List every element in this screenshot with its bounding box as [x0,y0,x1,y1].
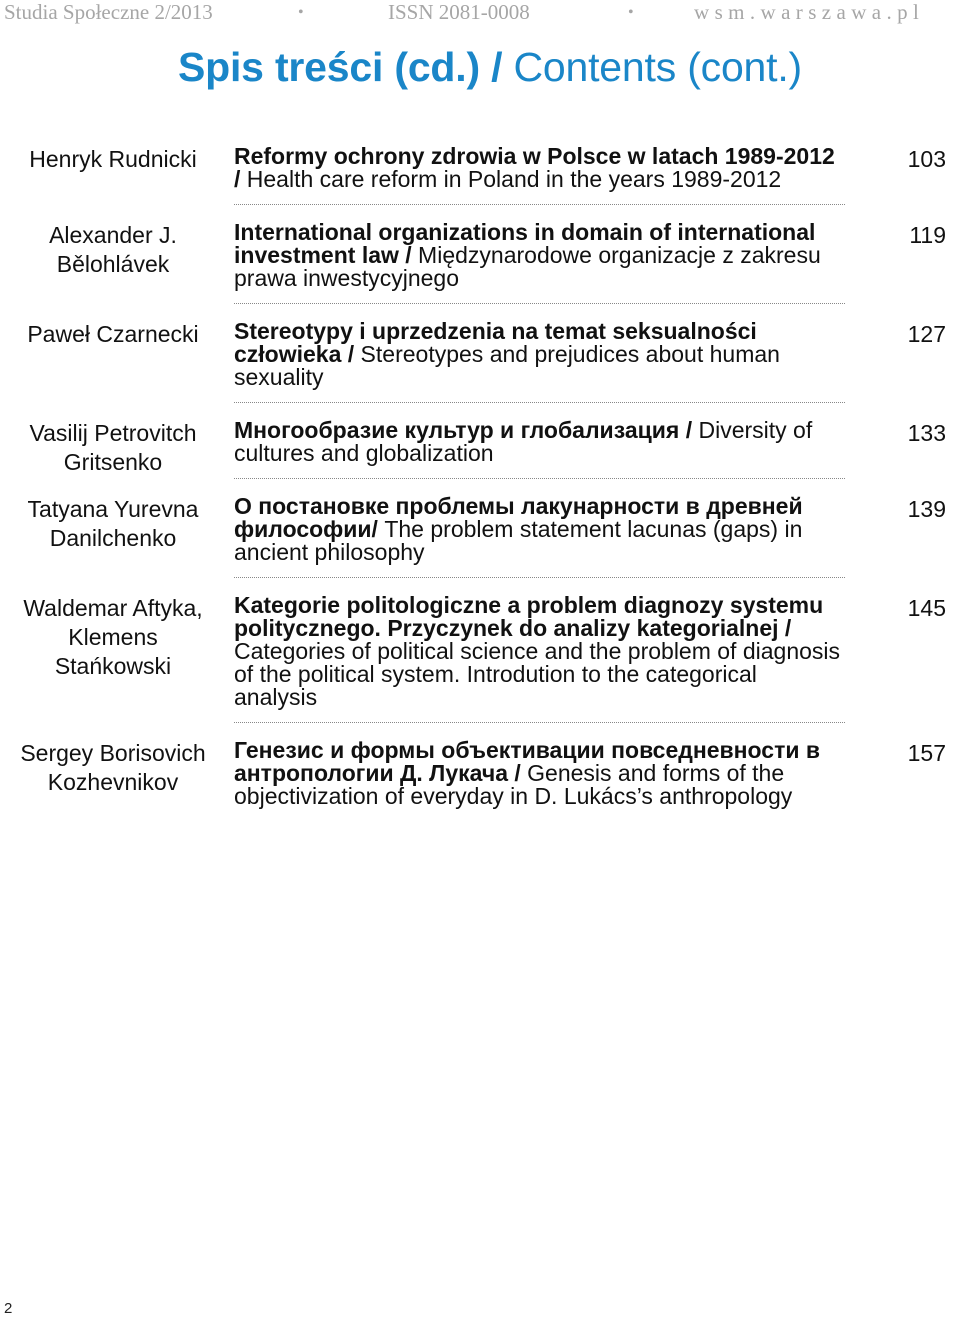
entry-author: Tatyana Yurevna Danilchenko [27,496,199,551]
entry-title-original: Генезис и формы объективации повседневности в антропологии Д. Лукача / [234,737,821,786]
entry-page-number: 103 [907,146,946,172]
entry-page-number: 133 [907,420,946,446]
toc-entry [12,739,946,821]
entry-title-translation: Diversity of cultures and globalization [234,417,813,466]
entry-title-original: International organizations in domain of international investment law / [234,219,816,268]
entry-title [234,495,845,578]
entry-title [234,419,845,479]
running-header [4,0,960,26]
entry-author: Waldemar Aftyka, Klemens Stańkowski [23,595,203,679]
entry-title-translation: Stereotypes and prejudices about human sexuality [234,341,780,390]
toc-entry [12,221,946,304]
journal-name: Studia Społeczne 2/2013 [4,0,213,24]
toc-entry [12,495,946,578]
toc-entry [12,145,946,205]
toc-entry [12,419,946,479]
entry-author: Vasilij Petrovitch Gritsenko [29,420,197,475]
entry-title-translation: The problem statement lacunas (gaps) in ancient philosophy [234,516,803,565]
page-number: 2 [4,1300,13,1317]
entry-title-original: О постановке проблемы лакунарности в древней философии/ [234,493,803,542]
page-title [0,44,960,91]
entry-page-number: 139 [907,496,946,522]
entry-title-translation: Międzynarodowe organizacje z zakresu prawa inwestycyjnego [234,242,821,291]
entry-author: Henryk Rudnicki [29,146,197,172]
entry-title-original: Reformy ochrony zdrowia w Polsce w latach 1989-2012 / [234,143,835,192]
toc-entry [12,320,946,403]
website: wsm.warszawa.pl [694,0,925,24]
entry-author: Paweł Czarnecki [27,321,199,347]
table-of-contents [12,145,946,837]
toc-entry [12,594,946,723]
entry-page-number: 157 [907,740,946,766]
entry-title-translation: Health care reform in Poland in the years 1989-2012 [240,166,782,192]
title-english: Contents (cont.) [502,44,802,90]
entry-page-number: 127 [907,321,946,347]
entry-title [234,221,845,304]
issn: ISSN 2081-0008 [388,0,530,24]
entry-title [234,739,845,821]
entry-author: Alexander J. Bělohlávek [49,222,177,277]
header-separator-dot: • [628,4,634,21]
entry-title-translation: Genesis and forms of the objectivization of everyday in D. Lukács’s anthropology [234,760,793,809]
entry-author: Sergey Borisovich Kozhevnikov [20,740,206,795]
header-separator-dot: • [298,4,304,21]
entry-page-number: 145 [907,595,946,621]
entry-title [234,594,845,723]
entry-title-original: Kategorie politologiczne a problem diagnozy systemu politycznego. Przyczynek do analizy kategorialnej / [234,592,824,641]
entry-page-number: 119 [909,222,946,248]
entry-title [234,145,845,205]
entry-title-original: Stereotypy i uprzedzenia na temat seksualności człowieka / [234,318,757,367]
entry-title-original: Многообразие культур и глобализация / [234,417,693,443]
title-polish: Spis treści (cd.) / [178,44,503,90]
entry-title-translation: Categories of political science and the problem of diagnosis of the political system. Introdution to the categorical analysis [234,638,841,710]
entry-title [234,320,845,403]
